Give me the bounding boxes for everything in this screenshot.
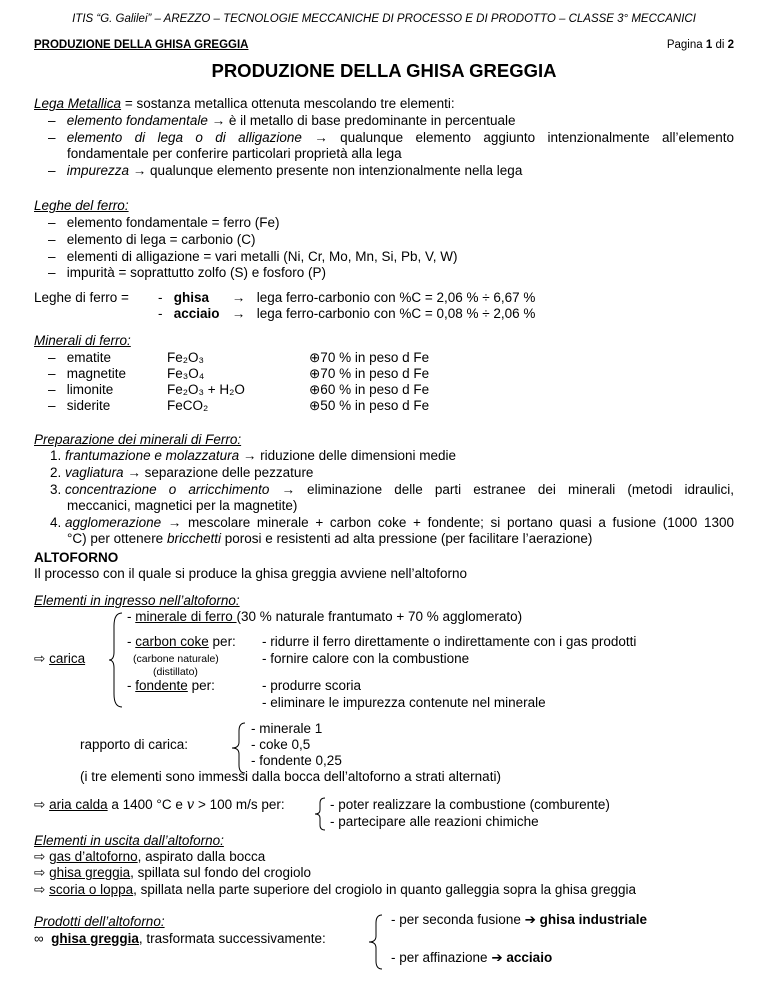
lega-item-3: – impurezza → qualunque elemento presente non intenzionalmente nella lega: [48, 163, 523, 178]
leghe-ferro-text: impurità = soprattutto zolfo (S) e fosforo (P): [66, 265, 326, 280]
section-header: PRODUZIONE DELLA GHISA GREGGIA: [34, 39, 249, 51]
step-number: 3.: [50, 482, 62, 497]
uscita-label: gas d’altoforno: [49, 849, 138, 864]
prodotti-text: , trasformata successivamente:: [138, 931, 326, 946]
lega-item-text: → qualunque elemento aggiunto intenzionalmente all’elemento: [301, 130, 734, 145]
dash: -: [127, 678, 136, 693]
prep-step-1: [50, 448, 456, 465]
aria-use: - partecipare alle reazioni chimiche: [330, 814, 539, 829]
lega-item-term: elemento di lega o di alligazione: [66, 130, 302, 145]
uscita-text: , aspirato dalla bocca: [137, 849, 266, 864]
carica-arrow-icon: ⇨: [34, 651, 46, 666]
minerale-ferro-row: [127, 609, 522, 626]
coke-note-1: (carbone naturale): [133, 653, 219, 665]
lega-item-term: elemento fondamentale: [66, 113, 208, 128]
step-text: → separazione delle pezzature: [123, 465, 314, 480]
arrow-icon: ⇨: [34, 849, 46, 864]
aria-text: a 1400 °C e: [107, 797, 187, 812]
minerale-formula: Fe₃O₄: [167, 366, 205, 381]
leghe-ferro-text: elemento fondamentale = ferro (Fe): [66, 215, 280, 230]
aria-calda-row: [34, 797, 285, 814]
dash: -: [127, 634, 136, 649]
minerale-formula: Fe₂O₃ + H₂O: [167, 382, 245, 397]
lega-item-text: → è il metallo di base predominante in percentuale: [207, 113, 516, 128]
branch-result: acciaio: [506, 950, 553, 965]
prep-step-4-cont: [67, 531, 592, 548]
minerale-pct: ⊕70 % in peso d Fe: [309, 366, 430, 381]
minerale-ferro-text: (30 % naturale frantumato + 70 % agglomerato): [236, 609, 523, 624]
leghe-ferro-text: elementi di alligazione = vari metalli (Ni, Cr, Mo, Mn, Si, Pb, V, W): [66, 249, 458, 264]
page-total: 2: [727, 39, 734, 51]
minerale-pct: ⊕50 % in peso d Fe: [309, 398, 430, 413]
branch-text: - per seconda fusione: [391, 912, 525, 927]
lega-item-term: impurezza: [66, 163, 130, 178]
step-term: concentrazione o arricchimento: [65, 482, 270, 497]
per-label: per:: [187, 678, 215, 693]
rapporto-item: - fondente 0,25: [251, 753, 342, 768]
minerale-pct: ⊕70 % in peso d Fe: [309, 350, 430, 365]
step-term: vagliatura: [65, 465, 124, 480]
aria-use: - poter realizzare la combustione (comburente): [330, 797, 610, 812]
arrow-icon: ⇨: [34, 882, 46, 897]
minerale-name: siderite: [66, 398, 111, 413]
infinity-bullet-icon: ∞: [34, 931, 44, 946]
prodotti-heading: Prodotti dell’altoforno:: [34, 914, 165, 929]
leghe-ferro-item: – elementi di alligazione = vari metalli (Ni, Cr, Mo, Mn, Si, Pb, V, W): [48, 249, 458, 264]
aria-brace: [313, 797, 327, 831]
ingresso-heading: Elementi in ingresso nell’altoforno:: [34, 593, 240, 608]
prodotti-branch: [391, 950, 552, 967]
page-title: PRODUZIONE DELLA GHISA GREGGIA: [211, 60, 557, 81]
coke-use: - ridurre il ferro direttamente o indirettamente con i gas prodotti: [262, 634, 637, 649]
prep-step-3-cont: meccanici, magnetici per la magnetite): [67, 498, 298, 513]
page-word: Pagina: [666, 39, 703, 51]
minerale-pct: ⊕60 % in peso d Fe: [309, 382, 430, 397]
page-of: di: [715, 39, 725, 51]
uscita-label: scoria o loppa: [49, 882, 134, 897]
lega-definition: [34, 96, 455, 113]
rapporto-brace: [231, 722, 247, 774]
per-label: per:: [208, 634, 236, 649]
lega-item-text: → qualunque elemento presente non intenzionalmente nella lega: [129, 163, 523, 178]
ghisa-name: ghisa: [173, 290, 210, 305]
coke-use: - fornire calore con la combustione: [262, 651, 470, 666]
rapporto-label: rapporto di carica:: [80, 737, 189, 752]
leghe-ferro-item: – impurità = soprattutto zolfo (S) e fosforo (P): [48, 265, 326, 280]
step-text: → riduzione delle dimensioni medie: [239, 448, 456, 463]
carbon-coke-label: carbon coke: [135, 634, 209, 649]
page-current: 1: [705, 39, 713, 51]
leghe-ferro-text: elemento di lega = carbonio (C): [66, 232, 256, 247]
prep-step-3: [50, 482, 734, 499]
step-cont: °C) per ottenere: [67, 531, 167, 546]
step-number: 1.: [50, 448, 62, 463]
altoforno-heading: ALTOFORNO: [34, 550, 119, 565]
fondente-label: fondente: [135, 678, 188, 693]
page-number: [667, 39, 734, 51]
coke-note-2: (distillato): [153, 666, 198, 678]
prep-step-2: [50, 465, 313, 482]
minerale-row: – magnetite: [48, 366, 127, 381]
rapporto-note: (i tre elementi sono immessi dalla bocca dell’altoforno a strati alternati): [80, 769, 501, 784]
step-text: → eliminazione delle parti estranee dei minerali (metodi idraulici,: [269, 482, 734, 497]
minerale-formula: FeCO₂: [167, 398, 209, 413]
minerale-row: – siderite: [48, 398, 111, 413]
minerale-name: magnetite: [66, 366, 127, 381]
uscita-item: [34, 849, 265, 866]
acciaio-name: acciaio: [173, 306, 220, 321]
aria-arrow-icon: ⇨: [34, 797, 46, 812]
minerale-ferro-label: minerale di ferro: [135, 609, 237, 624]
minerale-row: – limonite: [48, 382, 114, 397]
prodotti-branch: [391, 912, 647, 929]
leghe-ferro-item: – elemento fondamentale = ferro (Fe): [48, 215, 280, 230]
arrow: →: [231, 290, 246, 305]
fondente-use: - produrre scoria: [262, 678, 362, 693]
altoforno-text: Il processo con il quale si produce la ghisa greggia avviene nell’altoforno: [34, 566, 468, 581]
bricchetti-term: bricchetti: [166, 531, 221, 546]
uscita-item: [34, 865, 311, 882]
carica-item: [34, 651, 85, 668]
lega-item-2-cont: fondamentale per conferire particolari proprietà alla lega: [67, 146, 402, 161]
step-term: frantumazione e molazzatura: [65, 448, 240, 463]
arrow-icon: ➔: [524, 912, 536, 927]
step-number: 4.: [50, 515, 62, 530]
minerali-heading: Minerali di ferro:: [34, 333, 131, 348]
preparazione-heading: Preparazione dei minerali di Ferro:: [34, 432, 242, 447]
fondente-row: [127, 678, 215, 695]
carica-brace: [108, 612, 124, 708]
lega-term: Lega Metallica: [34, 96, 122, 111]
step-number: 2.: [50, 465, 62, 480]
arrow-icon: ➔: [491, 950, 503, 965]
aria-calda-label: aria calda: [49, 797, 108, 812]
step-cont: porosi e resistenti ad alta pressione (per facilitare l’aerazione): [220, 531, 593, 546]
ghisa-def: lega ferro-carbonio con %C = 2,06 % ÷ 6,67 %: [256, 290, 536, 305]
minerale-name: ematite: [66, 350, 112, 365]
arrow: →: [231, 306, 246, 321]
minerale-name: limonite: [66, 382, 114, 397]
uscita-label: ghisa greggia: [49, 865, 131, 880]
uscita-heading: Elementi in uscita dall’altoforno:: [34, 833, 224, 848]
step-text: → mescolare minerale + carbon coke + fondente; si portano quasi a fusione (1000 1300: [161, 515, 734, 530]
carbon-coke-row: [127, 634, 236, 651]
prep-step-4: [50, 515, 734, 532]
prodotti-item: [34, 931, 326, 948]
acciaio-def: lega ferro-carbonio con %C = 0,08 % ÷ 2,06 %: [256, 306, 536, 321]
branch-result: ghisa industriale: [539, 912, 647, 927]
uscita-text: , spillata nella parte superiore del crogiolo in quanto galleggia sopra la ghisa greggia: [133, 882, 636, 897]
institution-header: ITIS “G. Galilei” – AREZZO – TECNOLOGIE MECCANICHE DI PROCESSO E DI PRODOTTO – CLASSE 3° MECCANICI: [72, 13, 696, 25]
dash: -: [127, 609, 136, 624]
arrow-icon: ⇨: [34, 865, 46, 880]
branch-text: - per affinazione: [391, 950, 492, 965]
leghe-di-ferro-label: Leghe di ferro =: [34, 290, 129, 305]
prodotti-brace: [368, 914, 384, 970]
velocity-symbol: v: [186, 797, 195, 813]
leghe-ferro-item: – elemento di lega = carbonio (C): [48, 232, 256, 247]
lega-item-2: – elemento di lega o di alligazione → qualunque elemento aggiunto intenzionalmente all’elemento: [48, 130, 734, 145]
uscita-text: , spillata sul fondo del crogiolo: [130, 865, 311, 880]
minerale-formula: Fe₂O₃: [167, 350, 204, 365]
lega-def: = sostanza metallica ottenuta mescolando tre elementi:: [121, 96, 455, 111]
uscita-item: [34, 882, 636, 899]
rapporto-item: - coke 0,5: [251, 737, 311, 752]
minerale-row: – ematite: [48, 350, 112, 365]
ghisa-row: - ghisa → lega ferro-carbonio con %C = 2,06 % ÷ 6,67 %: [158, 290, 536, 305]
rapporto-item: - minerale 1: [251, 721, 323, 736]
leghe-ferro-heading: Leghe del ferro:: [34, 198, 129, 213]
aria-text: > 100 m/s per:: [194, 797, 285, 812]
acciaio-row: - acciaio → lega ferro-carbonio con %C = 0,08 % ÷ 2,06 %: [158, 306, 536, 321]
fondente-use: - eliminare le impurezza contenute nel minerale: [262, 695, 546, 710]
ghisa-greggia-label: ghisa greggia: [51, 931, 139, 946]
step-term: agglomerazione: [65, 515, 162, 530]
lega-item-1: – elemento fondamentale → è il metallo di base predominante in percentuale: [48, 113, 516, 128]
carica-label: carica: [49, 651, 86, 666]
